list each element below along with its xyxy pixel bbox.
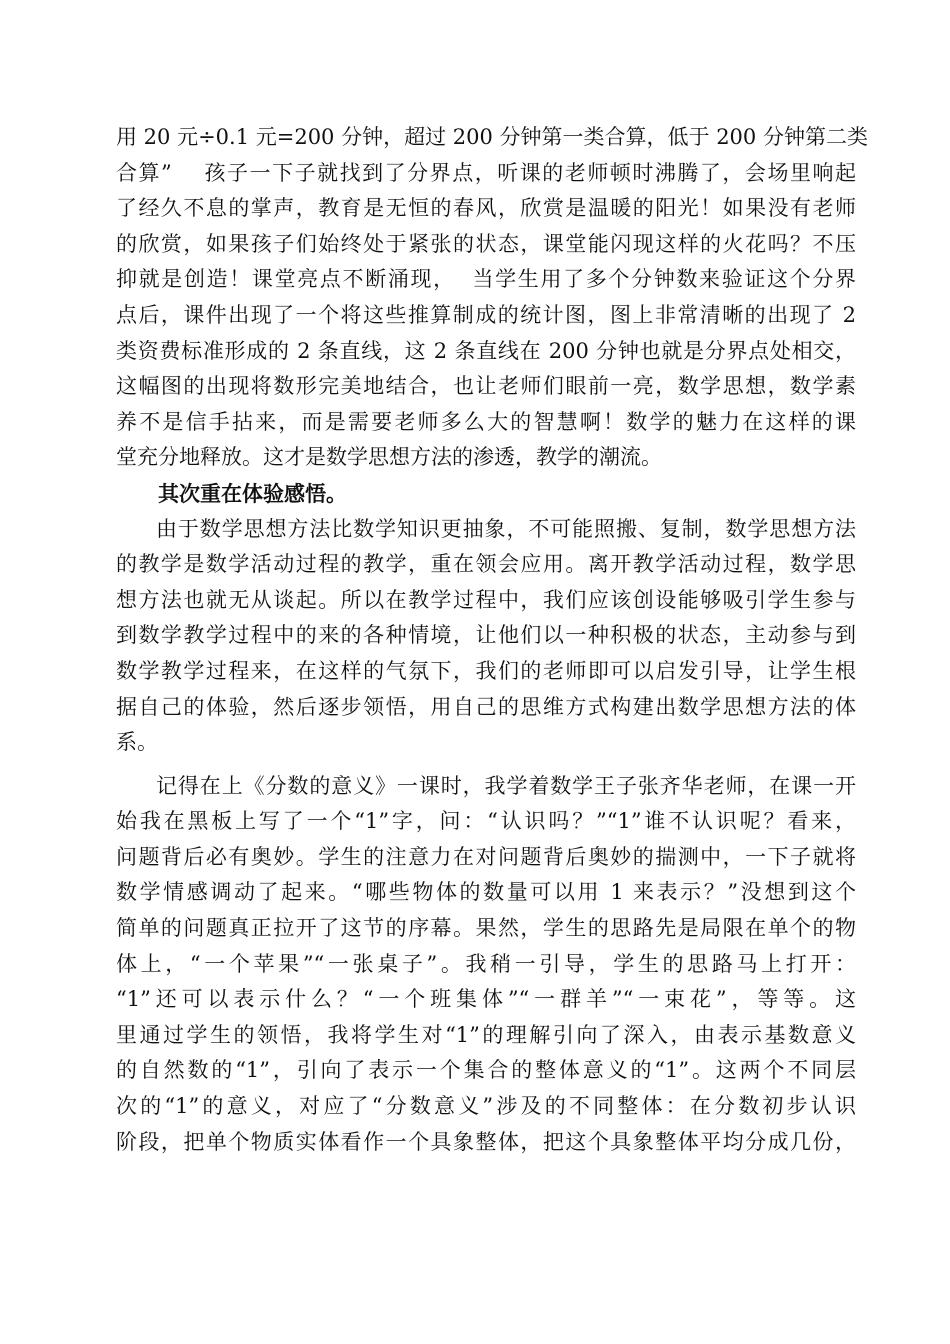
text-line: 想方法也就无从谈起。所以在教学过程中，我们应该创设能够吸引学生参与 (116, 587, 856, 612)
text-line: 抑就是创造！课堂亮点不断涌现， 当学生用了多个分钟数来验证这个分界 (116, 267, 856, 292)
text-line: 里通过学生的领悟，我将学生对“1”的理解引向了深入，由表示基数意义 (116, 1022, 856, 1047)
text-line: 数学教学过程来，在这样的气氛下，我们的老师即可以启发引导，让学生根 (116, 658, 856, 683)
text-line: 了经久不息的掌声，教育是无恒的春风，欣赏是温暖的阳光！如果没有老师 (116, 196, 856, 221)
body-text (116, 120, 868, 1160)
text-line: 记得在上《分数的意义》一课时，我学着数学王子张齐华老师，在课一开 (156, 773, 856, 798)
text-line: 的自然数的“1”，引向了表示一个集合的整体意义的“1”。这两个不同层 (116, 1058, 856, 1083)
text-line: 堂充分地释放。这才是数学思想方法的渗透，教学的潮流。 (116, 445, 662, 470)
text-line: 体上，“一个苹果”“一张桌子”。我稍一引导，学生的思路马上打开： (116, 951, 856, 976)
text-line: 到数学教学过程中的来的各种情境，让他们以一种积极的状态，主动参与到 (116, 623, 856, 648)
text-line: 合算” 孩子一下子就找到了分界点，听课的老师顿时沸腾了，会场里响起 (116, 160, 856, 185)
section-heading (116, 476, 856, 512)
text-line: 简单的问题真正拉开了这节的序幕。果然，学生的思路先是局限在单个的物 (116, 916, 856, 941)
text-line: 点后，课件出现了一个将这些推算制成的统计图，图上非常清晰的出现了 2 (116, 302, 856, 327)
paragraph-2 (116, 512, 856, 761)
text-line: 养不是信手拈来，而是需要老师多么大的智慧啊！数学的魅力在这样的课 (116, 409, 856, 434)
heading-text: 其次重在体验感悟。 (158, 480, 347, 506)
text-line: 类资费标准形成的 2 条直线，这 2 条直线在 200 分钟也就是分界点处相交， (116, 338, 856, 363)
paragraph-1 (116, 120, 868, 476)
text-line: 问题背后必有奥妙。学生的注意力在对问题背后奥妙的揣测中，一下子就将 (116, 844, 856, 869)
paragraph-3 (116, 769, 856, 1161)
text-line: 系。 (116, 730, 158, 755)
text-line: 数学情感调动了起来。“哪些物体的数量可以用 1 来表示？”没想到这个 (116, 880, 856, 905)
text-line: 这幅图的出现将数形完美地结合，也让老师们眼前一亮，数学思想，数学素 (116, 374, 856, 399)
text-line: 阶段，把单个物质实体看作一个具象整体，把这个具象整体平均分成几份， (116, 1129, 856, 1154)
text-line: 由于数学思想方法比数学知识更抽象，不可能照搬、复制，数学思想方法 (156, 516, 856, 541)
text-line: 的教学是数学活动过程的教学，重在领会应用。离开教学活动过程，数学思 (116, 552, 856, 577)
text-line: 次的“1”的意义，对应了“分数意义”涉及的不同整体：在分数初步认识 (116, 1094, 856, 1119)
text-line: 用 20 元÷0.1 元=200 分钟，超过 200 分钟第一类合算，低于 200 分钟第二类 (116, 125, 868, 149)
text-line: 的欣赏，如果孩子们始终处于紧张的状态，课堂能闪现这样的火花吗？不压 (116, 231, 856, 256)
text-line: 据自己的体验，然后逐步领悟，用自己的思维方式构建出数学思想方法的体 (116, 694, 856, 719)
text-line: “1”还可以表示什么？“一个班集体”“一群羊”“一束花”，等等。这 (116, 987, 856, 1012)
text-line: 始我在黑板上写了一个“1”字，问：“认识吗？”“1”谁不认识呢？看来， (116, 809, 856, 834)
